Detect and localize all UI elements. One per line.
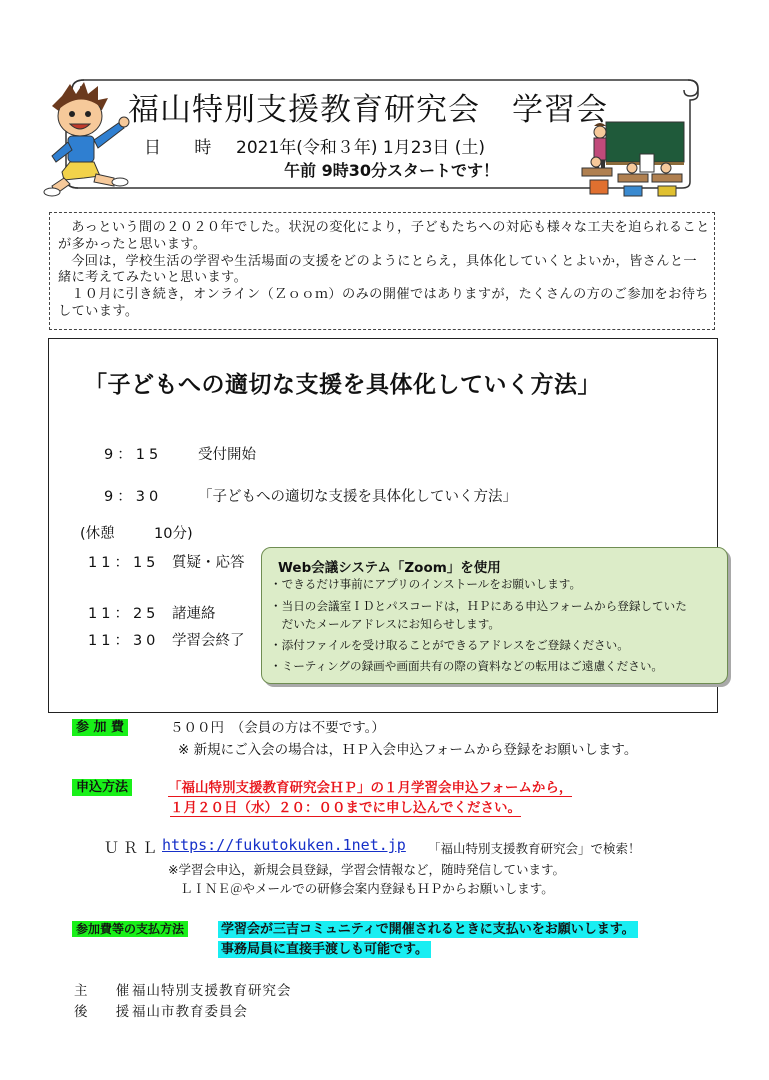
schedule-time: 9：30 — [104, 489, 163, 505]
url-note: ＬＩＮＥ＠やメールでの研修会案内登録もＨＰからお願いします。 — [180, 881, 554, 896]
schedule-time: 11：25 — [88, 606, 160, 622]
schedule-desc: 10分) — [154, 526, 193, 542]
fee-amount: ５００円 （会員の方は不要です。） — [170, 720, 385, 736]
host-name: 福山特別支援教育研究会 — [132, 983, 292, 999]
payment-handover: 事務局員に直接手渡しも可能です。 — [218, 938, 431, 957]
start-time: 午前 9時30分スタートです！ — [284, 161, 499, 180]
schedule-desc: 学習会終了 — [172, 633, 245, 649]
schedule-time: 11：30 — [88, 633, 160, 649]
schedule-time: (休憩 — [80, 526, 115, 542]
event-date-row — [144, 133, 485, 158]
payment-method: 学習会が三吉コミュニティで開催されるときに支払いをお願いします。 — [218, 918, 638, 937]
schedule-item — [104, 485, 517, 506]
intro-paragraph: あっという間の２０２０年でした。状況の変化により，子どもたちへの対応も様々な工夫を迫られることが多かったと思います。 — [58, 220, 710, 252]
fee-note: ※ 新規にご入会の場合は，ＨＰ入会申込フォームから登録をお願いします。 — [178, 742, 638, 758]
intro-paragraph: １０月に引き続き，オンライン（Ｚｏｏｍ）のみの開催ではありますが，たくさんの方のご参加をお待ちしています。 — [58, 287, 709, 319]
schedule-desc: 諸連絡 — [172, 606, 216, 622]
classroom-illustration — [580, 118, 690, 198]
payment-label: 参加費等の支払方法 — [72, 918, 188, 937]
support-name: 福山市教育委員会 — [132, 1004, 248, 1020]
schedule-desc: 受付開始 — [198, 447, 256, 463]
url-label: ＵＲＬ — [104, 839, 162, 857]
zoom-title: Web会議システム「Zoom」を使用 — [278, 560, 501, 576]
schedule-item — [88, 629, 245, 650]
support-organizer — [74, 1000, 248, 1020]
date-value: 2021年(令和３年) 1月23日 (土) — [236, 138, 486, 158]
apply-label: 申込方法 — [72, 776, 132, 795]
schedule-item — [80, 522, 193, 543]
schedule-desc: 質疑・応答 — [172, 555, 245, 571]
schedule-time: 11：15 — [88, 555, 160, 571]
website-link[interactable]: https://fukutokuken.1net.jp — [162, 836, 406, 854]
schedule-item — [88, 551, 245, 572]
zoom-note: だいたメールアドレスにお知らせします。 — [270, 617, 501, 631]
zoom-note: ・できるだけ事前にアプリのインストールをお願いします。 — [270, 577, 582, 591]
program-title: 「子どもへの適切な支援を具体化していく方法」 — [84, 372, 601, 398]
schedule-time: 9：15 — [104, 447, 163, 463]
search-hint: 「福山特別支援教育研究会」で検索！ — [428, 841, 641, 856]
schedule-item — [88, 602, 216, 623]
host-organizer — [74, 979, 292, 999]
url-note: ※学習会申込，新規会員登録，学習会情報など，随時発信しています。 — [168, 862, 565, 877]
page-title: 福山特別支援教育研究会 学習会 — [128, 92, 608, 128]
zoom-note: ・ミーティングの録画や画面共有の際の資料などの転用はご遠慮ください。 — [270, 659, 664, 673]
intro-text — [58, 220, 710, 321]
date-label: 日 時 — [144, 138, 226, 158]
schedule-desc: 「子どもへの適切な支援を具体化していく方法」 — [198, 489, 517, 505]
schedule-item — [104, 443, 256, 464]
apply-instruction: 「福山特別支援教育研究会ＨＰ」の１月学習会申込フォームから， — [168, 776, 572, 797]
boy-illustration — [40, 82, 136, 198]
support-label: 後 援 — [74, 1004, 142, 1020]
zoom-note: ・添付ファイルを受け取ることができるアドレスをご登録ください。 — [270, 638, 629, 652]
apply-deadline: １月２０日（水）２０：００までに申し込んでください。 — [170, 796, 521, 817]
intro-paragraph: 今回は，学校生活の学習や生活場面の支援をどのようにとらえ，具体化していくとよいか，皆さんと一緒に考えてみたいと思います。 — [58, 253, 697, 286]
host-label: 主 催 — [74, 983, 142, 999]
fee-label: 参 加 費 — [72, 716, 128, 735]
zoom-note: ・当日の会議室ＩＤとパスコードは，ＨＰにある申込フォームから登録していた — [270, 599, 687, 613]
